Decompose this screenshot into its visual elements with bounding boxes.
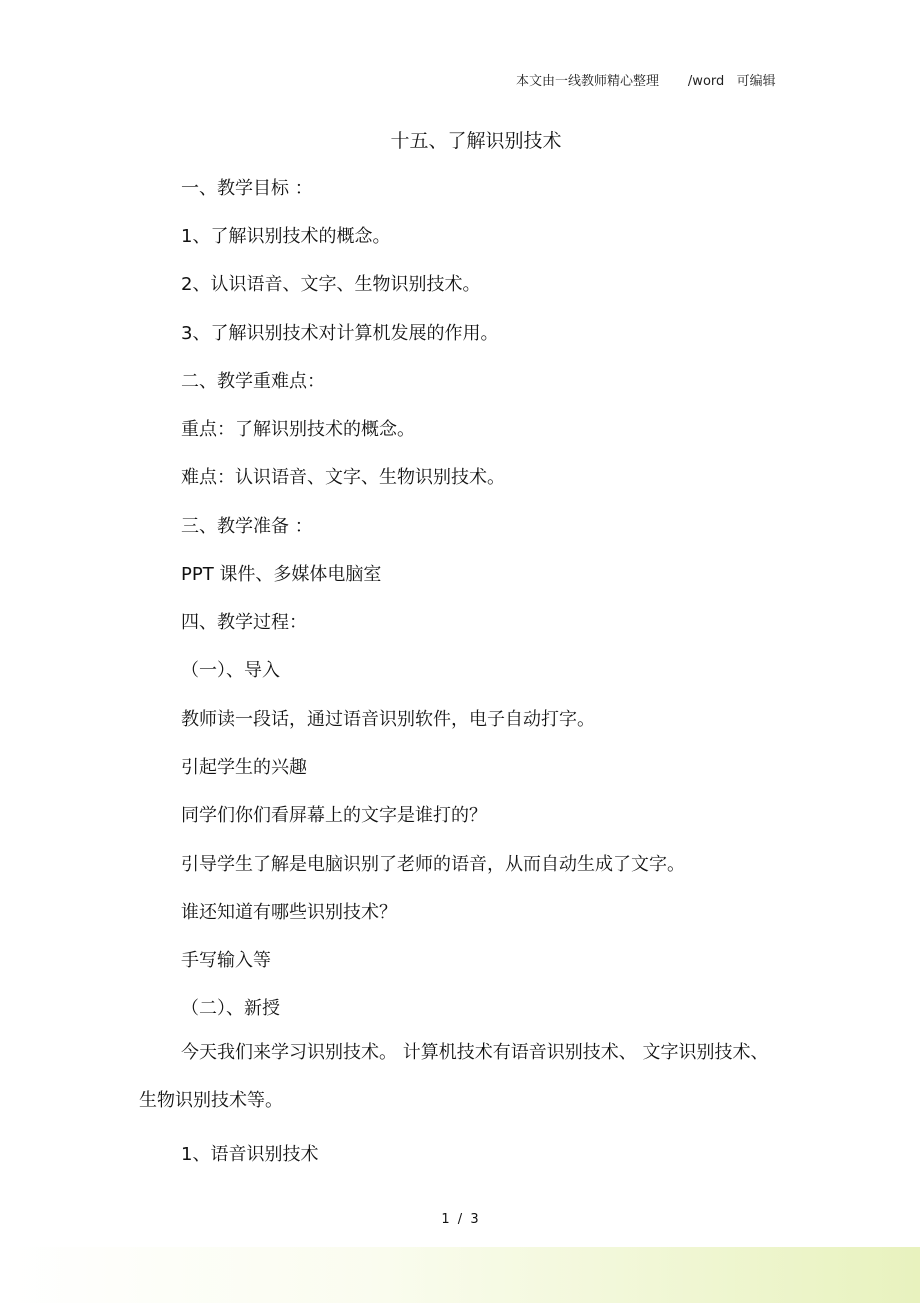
text-line: PPT 课件、多媒体电脑室: [181, 564, 382, 585]
header-note: 本文由一线教师精心整理 /word 可编辑: [516, 74, 776, 89]
text-line: 三、教学准备 ：: [181, 516, 313, 537]
text-line: 1、语音识别技术: [181, 1144, 319, 1165]
text-line: 3、了解识别技术对计算机发展的作用。: [181, 323, 499, 344]
text-line: （二）、新授: [181, 998, 280, 1019]
footer-decoration: [0, 1247, 920, 1303]
text-line: 教师读一段话，通过语音识别软件，电子自动打字。: [181, 709, 595, 730]
page-number: 1 / 3: [441, 1212, 481, 1227]
text-line: 1、了解识别技术的概念。: [181, 226, 391, 247]
text-line: 难点：认识语音、文字、生物识别技术。: [181, 467, 505, 488]
text-line: 引导学生了解是电脑识别了老师的语音，从而自动生成了文字。: [181, 854, 685, 875]
document-title: 十五、了解识别技术: [390, 130, 562, 152]
text-line: 四、教学过程：: [181, 612, 307, 633]
text-line: （一）、导入: [181, 660, 280, 681]
text-line: 一、教学目标 ：: [181, 178, 313, 199]
text-line: 谁还知道有哪些识别技术？: [181, 902, 397, 923]
text-line: 2、认识语音、文字、生物识别技术。: [181, 274, 481, 295]
body-paragraph: 今天我们来学习识别技术。 计算机技术有语音识别技术、 文字识别技术、生物识别技术等。: [139, 1042, 769, 1111]
text-line: 手写输入等: [181, 950, 271, 971]
text-line: 二、教学重难点：: [181, 371, 325, 392]
text-line: 引起学生的兴趣: [181, 757, 307, 778]
text-line: 重点：了解识别技术的概念。: [181, 419, 415, 440]
text-line: 同学们你们看屏幕上的文字是谁打的？: [181, 805, 487, 826]
